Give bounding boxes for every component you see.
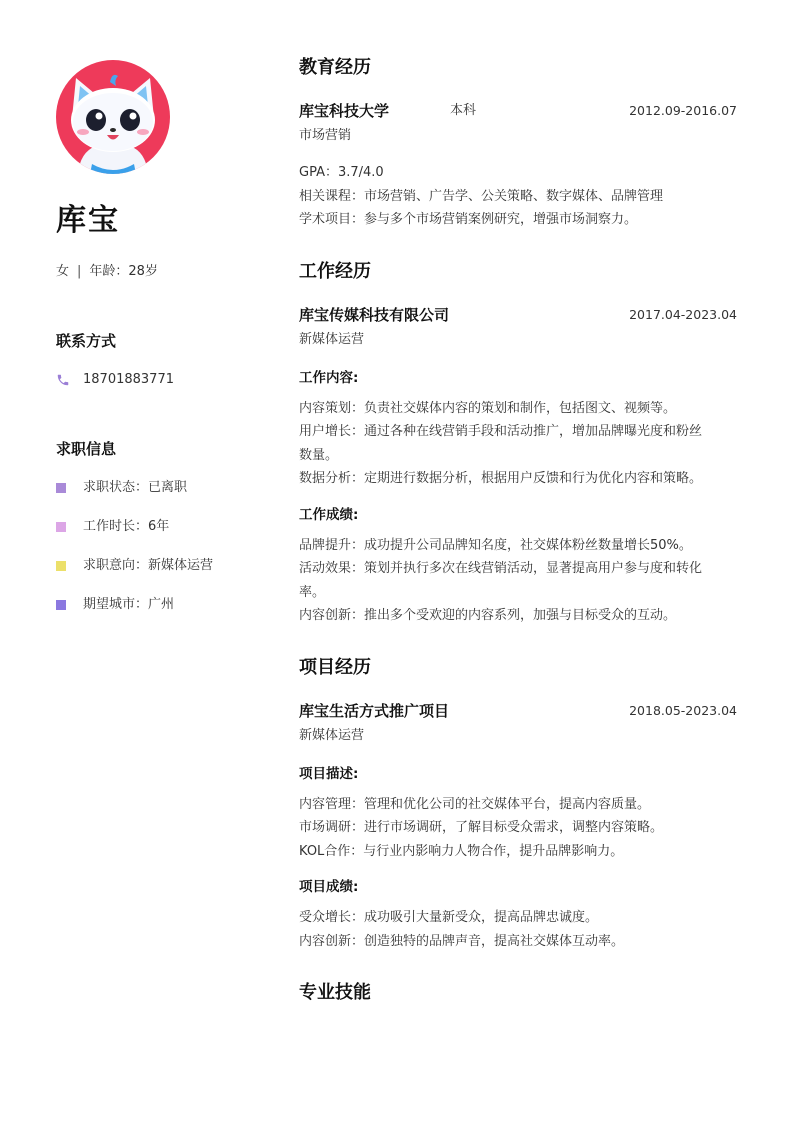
list-item: GPA：3.7/4.0 — [299, 165, 384, 180]
separator: | — [77, 264, 82, 279]
phone-icon — [56, 373, 70, 387]
work-years: 工作时长：6年 — [83, 519, 170, 534]
age: 年龄：28岁 — [89, 264, 158, 279]
list-item: 相关课程：市场营销、广告学、公关策略、数字媒体、品牌管理 — [299, 188, 664, 204]
major: 市场营销 — [299, 128, 352, 143]
list-item: 内容创新：创造独特的品牌声音，提高社交媒体互动率。 — [299, 933, 625, 949]
work-content-label: 工作内容: — [299, 369, 359, 386]
job-status: 求职状态：已离职 — [83, 480, 188, 495]
list-item: 内容创新：推出多个受欢迎的内容系列，加强与目标受众的互动。 — [299, 608, 677, 623]
list-item: 率。 — [299, 584, 326, 600]
education-date: 2012.09-2016.07 — [629, 103, 737, 118]
expected-city: 期望城市：广州 — [83, 597, 175, 612]
list-item — [56, 478, 256, 498]
list-item — [56, 595, 256, 615]
list-item: KOL合作：与行业内影响力人物合作，提升品牌影响力。 — [299, 843, 624, 859]
sidebar — [56, 60, 256, 634]
bullet-square-icon — [56, 600, 66, 610]
project-name: 库宝生活方式推广项目 — [299, 701, 450, 720]
phone-number: 18701883771 — [83, 372, 174, 387]
project-desc-label: 项目描述: — [299, 765, 359, 782]
list-item: 品牌提升：成功提升公司品牌知名度，社交媒体粉丝数量增长50%。 — [299, 537, 692, 553]
list-item — [56, 556, 256, 576]
list-item: 用户增长：通过各种在线营销手段和活动推广，增加品牌曝光度和粉丝 — [299, 424, 703, 439]
list-item: 内容管理：管理和优化公司的社交媒体平台，提高内容质量。 — [299, 796, 651, 812]
job-intent: 求职意向：新媒体运营 — [83, 558, 214, 573]
gender: 女 — [56, 264, 70, 279]
job-info-title: 求职信息 — [56, 440, 117, 458]
skills-title: 专业技能 — [299, 982, 371, 1003]
work-results-label: 工作成绩: — [299, 506, 359, 523]
list-item: 内容策划：负责社交媒体内容的策划和制作，包括图文、视频等。 — [299, 400, 677, 416]
list-item: 数据分析：定期进行数据分析，根据用户反馈和行为优化内容和策略。 — [299, 471, 703, 486]
project-role: 新媒体运营 — [299, 727, 365, 743]
list-item: 市场调研：进行市场调研，了解目标受众需求，调整内容策略。 — [299, 820, 664, 835]
work-role: 新媒体运营 — [299, 331, 365, 347]
bullet-square-icon — [56, 483, 66, 493]
education-details — [299, 161, 737, 232]
list-item: 受众增长：成功吸引大量新受众，提高品牌忠诚度。 — [299, 910, 599, 925]
project-date: 2018.05-2023.04 — [629, 702, 737, 718]
work-title: 工作经历 — [299, 260, 371, 282]
list-item: 数量。 — [299, 447, 339, 463]
project-results-label: 项目成绩: — [299, 879, 359, 895]
bullet-square-icon — [56, 561, 66, 571]
education-header — [299, 100, 737, 122]
list-item: 活动效果：策划并执行多次在线营销活动，显著提高用户参与度和转化 — [299, 561, 703, 576]
school-name: 库宝科技大学 — [299, 102, 390, 120]
list-item — [56, 517, 256, 537]
list-item: 学术项目：参与多个市场营销案例研究，增强市场洞察力。 — [299, 212, 638, 227]
work-content — [299, 397, 737, 491]
project-results — [299, 906, 737, 953]
contact-title: 联系方式 — [56, 332, 117, 350]
work-date: 2017.04-2023.04 — [629, 306, 737, 322]
phone-row — [56, 370, 256, 390]
project-title: 项目经历 — [299, 656, 371, 678]
work-results — [299, 534, 737, 628]
basic-info — [56, 262, 256, 282]
work-header — [299, 304, 737, 326]
project-desc — [299, 793, 737, 864]
project-header — [299, 700, 737, 722]
cat-mascot-avatar — [56, 60, 170, 174]
candidate-name: 库宝 — [56, 203, 120, 238]
company-name: 库宝传媒科技有限公司 — [299, 305, 450, 324]
bullet-square-icon — [56, 522, 66, 532]
main-content — [299, 54, 737, 1007]
job-info-list — [56, 478, 256, 615]
degree: 本科 — [450, 103, 477, 118]
education-title: 教育经历 — [299, 57, 371, 78]
